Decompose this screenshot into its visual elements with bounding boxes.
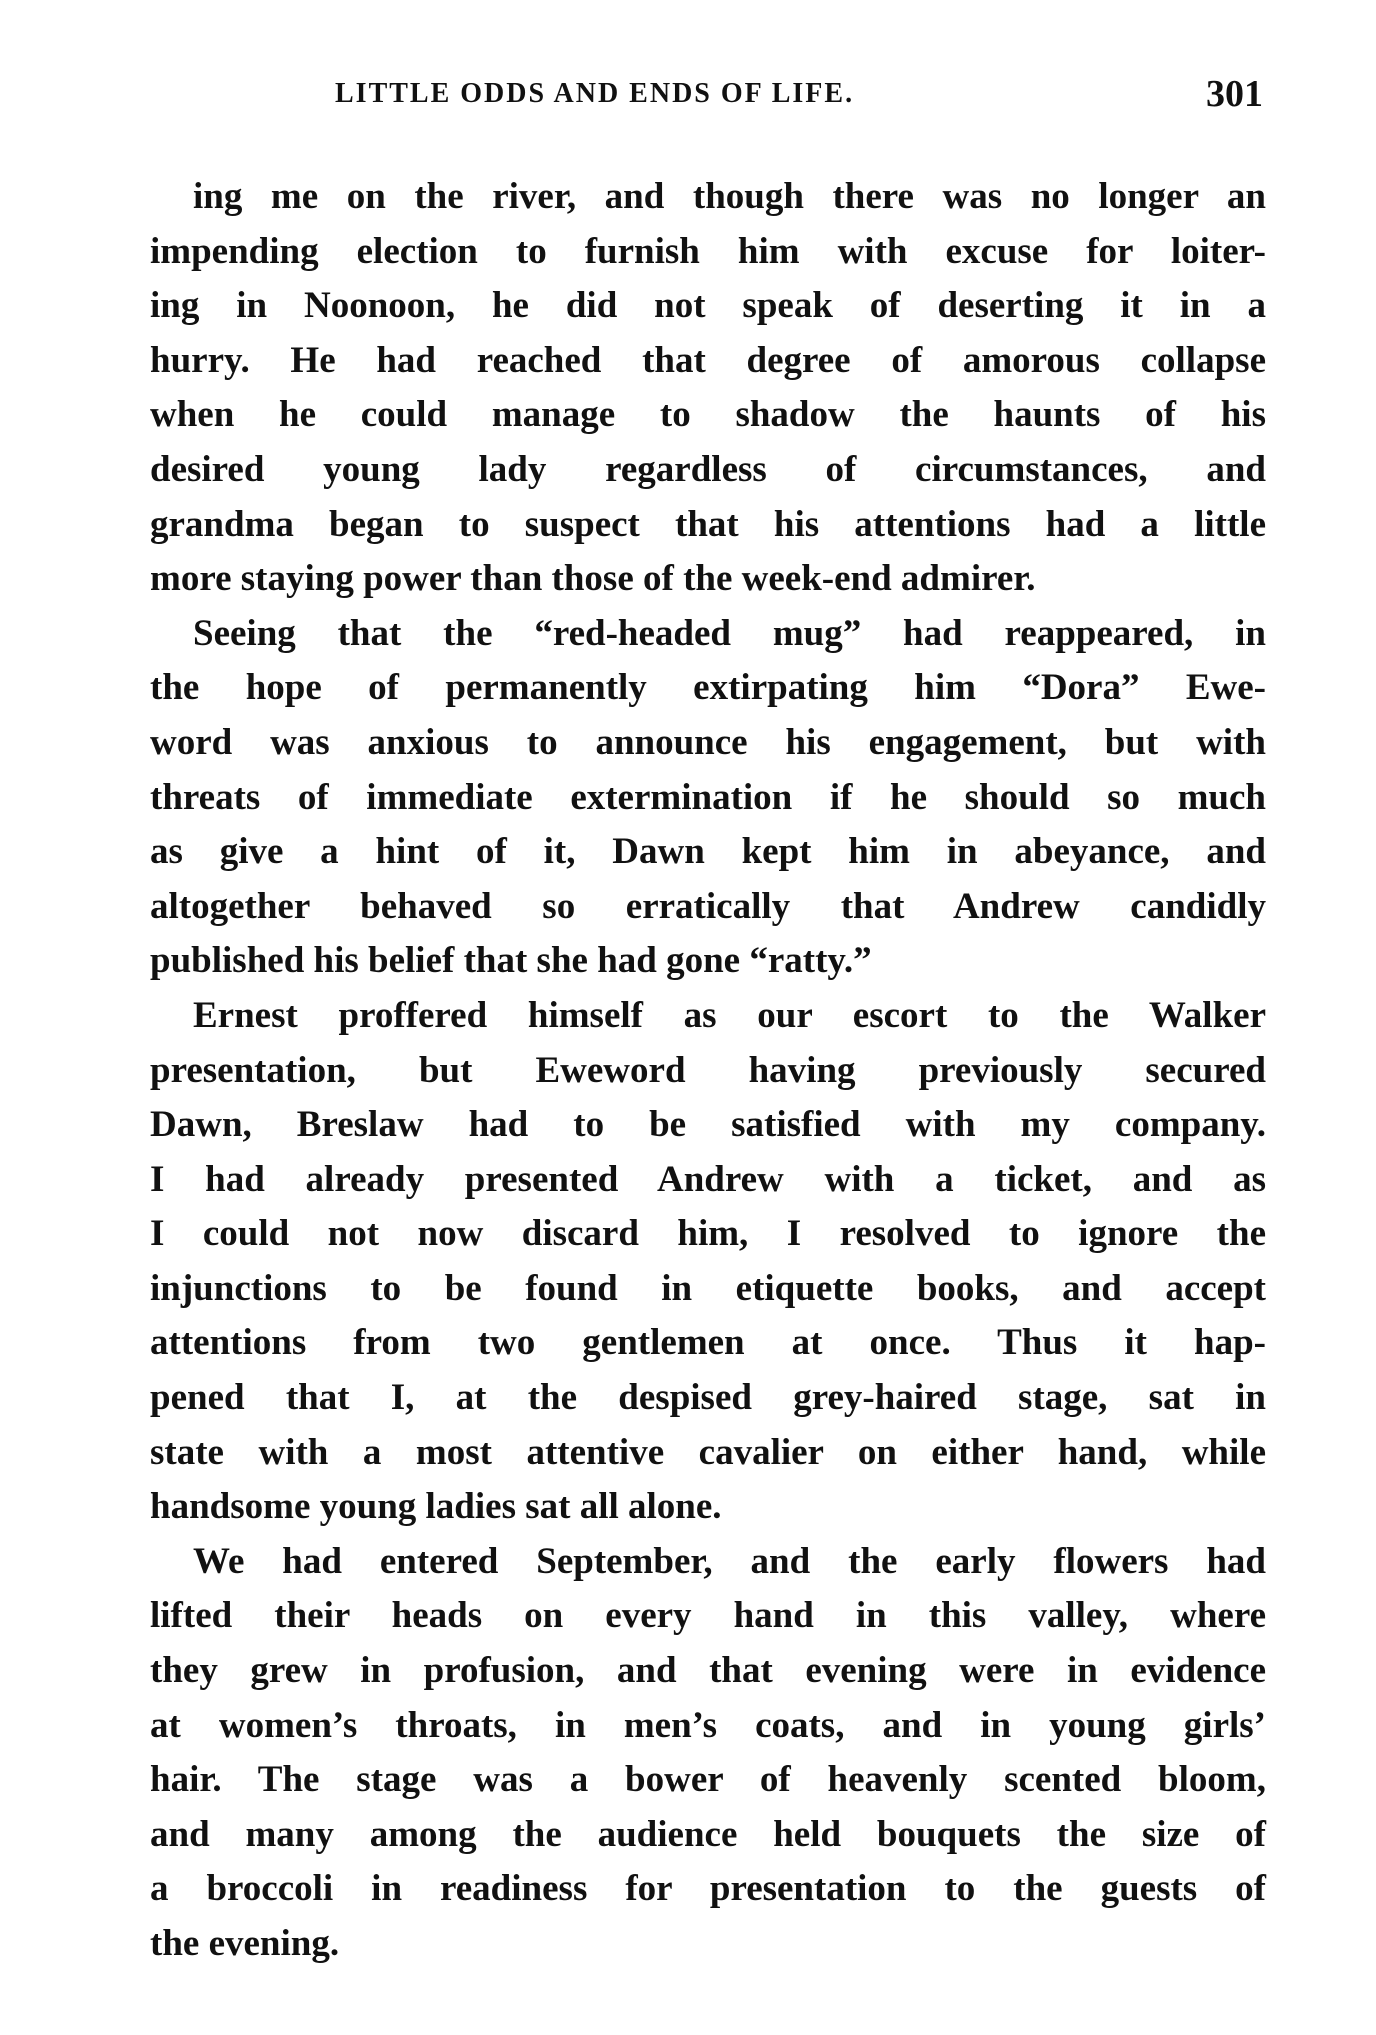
text-line: I had already presented Andrew with a ticket, and as: [150, 1158, 1266, 1200]
body-text: [150, 170, 1266, 1972]
text-line: hurry. He had reached that degree of amorous collapse: [150, 339, 1266, 381]
text-line: as give a hint of it, Dawn kept him in abeyance, and: [150, 831, 1266, 873]
text-line: ing in Noonoon, he did not speak of deserting it in a: [150, 285, 1266, 327]
text-line: I could not now discard him, I resolved to ignore the: [150, 1213, 1266, 1255]
text-line: and many among the audience held bouquets the size of: [150, 1813, 1266, 1855]
text-line: at women’s throats, in men’s coats, and in young girls’: [150, 1704, 1266, 1746]
page-number: 301: [1206, 73, 1263, 115]
paragraph: [150, 170, 1266, 607]
paragraph: [150, 607, 1266, 989]
running-header: [335, 73, 1263, 122]
text-line: We had entered September, and the early flowers had: [193, 1540, 1266, 1582]
text-line: Seeing that the “red-headed mug” had reappeared, in: [193, 612, 1266, 654]
paragraph: [150, 989, 1266, 1535]
text-line: Ernest proffered himself as our escort to the Walker: [193, 994, 1266, 1036]
text-line: published his belief that she had gone “ratty.”: [150, 940, 872, 982]
text-line: injunctions to be found in etiquette books, and accept: [150, 1267, 1266, 1309]
text-line: pened that I, at the despised grey-haired stage, sat in: [150, 1377, 1266, 1419]
text-line: when he could manage to shadow the haunts of his: [150, 394, 1266, 436]
text-line: presentation, but Eweword having previously secured: [150, 1049, 1266, 1091]
text-line: hair. The stage was a bower of heavenly scented bloom,: [150, 1759, 1266, 1801]
text-line: ing me on the river, and though there was no longer an: [193, 176, 1266, 217]
text-line: state with a most attentive cavalier on either hand, while: [150, 1431, 1266, 1473]
text-line: a broccoli in readiness for presentation to the guests of: [150, 1868, 1266, 1910]
text-line: word was anxious to announce his engagement, but with: [150, 721, 1266, 763]
text-line: attentions from two gentlemen at once. Thus it hap-: [150, 1322, 1266, 1364]
running-title: LITTLE ODDS AND ENDS OF LIFE.: [335, 78, 855, 109]
text-line: altogether behaved so erratically that Andrew candidly: [150, 885, 1266, 927]
text-line: they grew in profusion, and that evening were in evidence: [150, 1650, 1266, 1692]
paragraph: [150, 1535, 1266, 1972]
text-line: the evening.: [150, 1923, 340, 1964]
text-line: the hope of permanently extirpating him “Dora” Ewe-: [150, 667, 1266, 709]
text-line: grandma began to suspect that his attentions had a little: [150, 503, 1266, 545]
text-line: handsome young ladies sat all alone.: [150, 1486, 722, 1528]
text-line: impending election to furnish him with excuse for loiter-: [150, 230, 1266, 272]
text-line: threats of immediate extermination if he should so much: [150, 776, 1266, 818]
text-line: lifted their heads on every hand in this valley, where: [150, 1595, 1266, 1637]
text-line: Dawn, Breslaw had to be satisfied with my company.: [150, 1104, 1266, 1146]
text-line: desired young lady regardless of circumstances, and: [150, 448, 1266, 490]
text-line: more staying power than those of the week-end admirer.: [150, 558, 1036, 600]
